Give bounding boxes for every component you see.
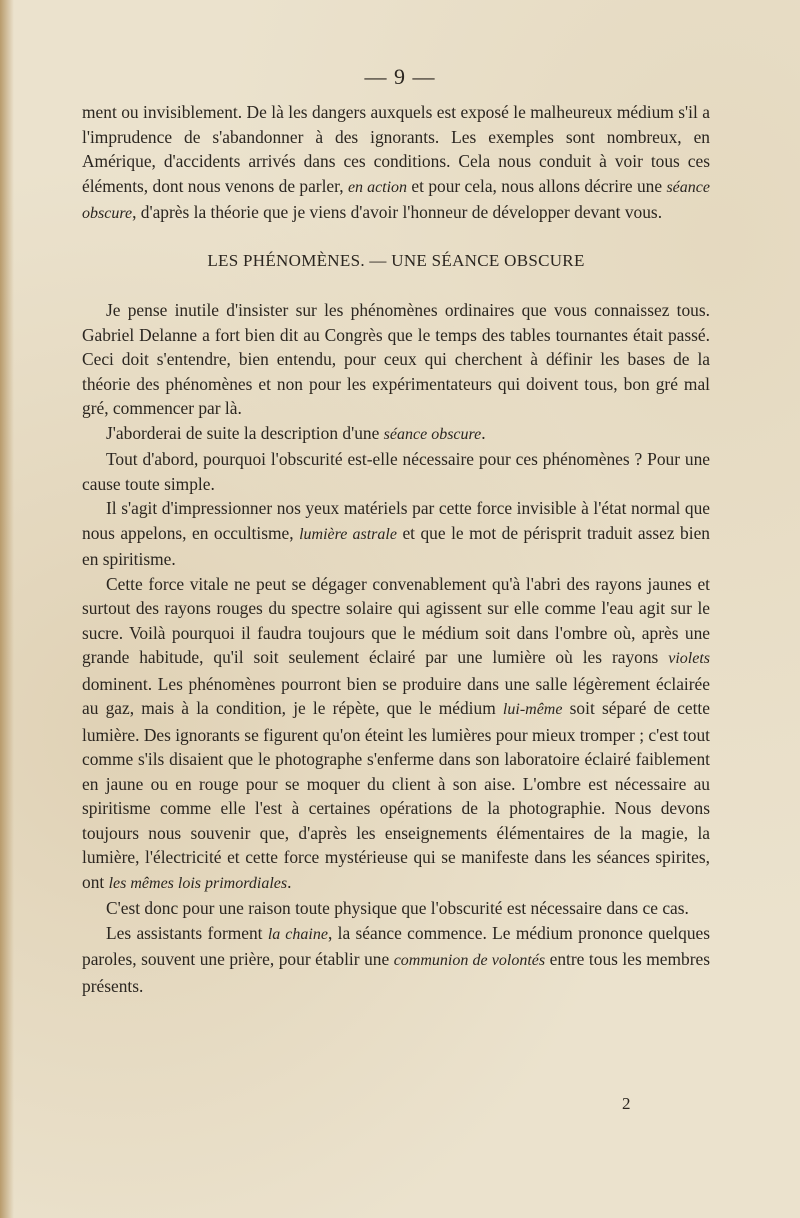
text-run: ment ou invisiblement. De là les dangers auxquels est exposé le malheureux médium s'il a l'imprudence de s'abandonner à des ignorants. Les exemples sont nombreux, en Amérique, d'accidents arrivés dans ces conditions. Cela nous conduit à voir tous ces éléments, dont nous venons de parler, <box>82 102 710 196</box>
paragraph-7: C'est donc pour une raison toute physique que l'obscurité est nécessaire dans ce cas. <box>106 898 689 918</box>
text-run: Les assistants forment <box>106 922 268 943</box>
paragraph-6 <box>82 572 710 897</box>
paragraph-4: Tout d'abord, pourquoi l'obscurité est-elle nécessaire pour ces phénomènes ? Pour une cause toute simple. <box>82 449 710 494</box>
text-run: , d'après la théorie que je viens d'avoir l'honneur de développer devant vous. <box>132 202 663 222</box>
section-heading: LES PHÉNOMÈNES. — UNE SÉANCE OBSCURE <box>207 250 585 270</box>
page-number: — 9 — <box>364 64 436 89</box>
italic-run: en action <box>347 178 408 196</box>
italic-run: les mêmes lois primordiales <box>108 874 288 892</box>
paragraph-1 <box>82 100 710 227</box>
text-run: dominent. Les phénomènes pourront bien se produire dans une salle légèrement éclairée au gaz, mais à la condition, je le répète, que le médium <box>82 673 710 718</box>
signature-mark: 2 <box>622 1094 631 1113</box>
paragraph-2: Je pense inutile d'insister sur les phénomènes ordinaires que vous connaissez tous. Gabriel Delanne a fort bien dit au Congrès que le temps des tables tournantes était passé. Ceci doit s'entendre, bien entendu, pour ceux qui cherchent à définir les bases de la théorie des phénomènes et non pour les expérimentateurs qui doivent tous, bon gré mal gré, commencer par là. <box>82 300 710 418</box>
paragraph-8 <box>82 921 710 999</box>
text-run: et pour cela, nous allons décrire une <box>407 175 667 196</box>
page-edge-shadow <box>0 0 14 1218</box>
italic-run: séance obscure <box>82 178 710 222</box>
italic-run: lui-même <box>502 701 563 718</box>
text-run: . <box>287 871 292 892</box>
text-run: entre tous les membres présents. <box>82 949 711 996</box>
text-run: soit séparé de cette lumière. Des ignorants se figurent qu'on éteint les lumières pour mieux tromper ; c'est tout comme s'ils disaient que le photographe s'enferme dans son laboratoire éclairé faiblement en jaune ou en rouge pour se moquer du client à son aise. L'ombre est nécessaire au spiritisme comme elle l'est à certaines opérations de la photographie. Nous devons toujours nous souvenir que, d'après les enseignements élémentaires de la magie, la lumière, l'électricité et cette force mystérieuse qui se manifeste dans les séances spirites, ont <box>82 698 710 892</box>
italic-run: la chaine <box>267 925 328 943</box>
italic-run: violets <box>668 650 710 667</box>
text-run: J'aborderai de suite la description d'une <box>106 422 384 443</box>
paragraph-3 <box>82 421 710 448</box>
text-run: et que le mot de périsprit traduit assez bien en spiritisme. <box>82 522 710 569</box>
text-run: . <box>481 422 486 443</box>
body-text <box>82 100 710 998</box>
text-run: Cette force vitale ne peut se dégager convenablement qu'à l'abri des rayons jaunes et surtout des rayons rouges du spectre solaire qui agissent sur elle comme l'eau agit sur le sucre. Voilà pourquoi il faudra toujours que le médium soit dans l'ombre où, après une grande habitude, qu'il soit seulement éclairé par une lumière où les rayons <box>82 573 710 667</box>
text-run: , la séance commence. Le médium prononce quelques paroles, souvent une prière, pour établir une <box>82 922 711 969</box>
italic-run: communion de volontés <box>393 952 546 969</box>
italic-run: lumière astrale <box>299 525 397 543</box>
text-run: Il s'agit d'impressionner nos yeux matériels par cette force invisible à l'état normal que nous appelons, en occultisme, <box>82 498 710 543</box>
italic-run: séance obscure <box>383 425 482 443</box>
paragraph-5 <box>82 496 710 572</box>
